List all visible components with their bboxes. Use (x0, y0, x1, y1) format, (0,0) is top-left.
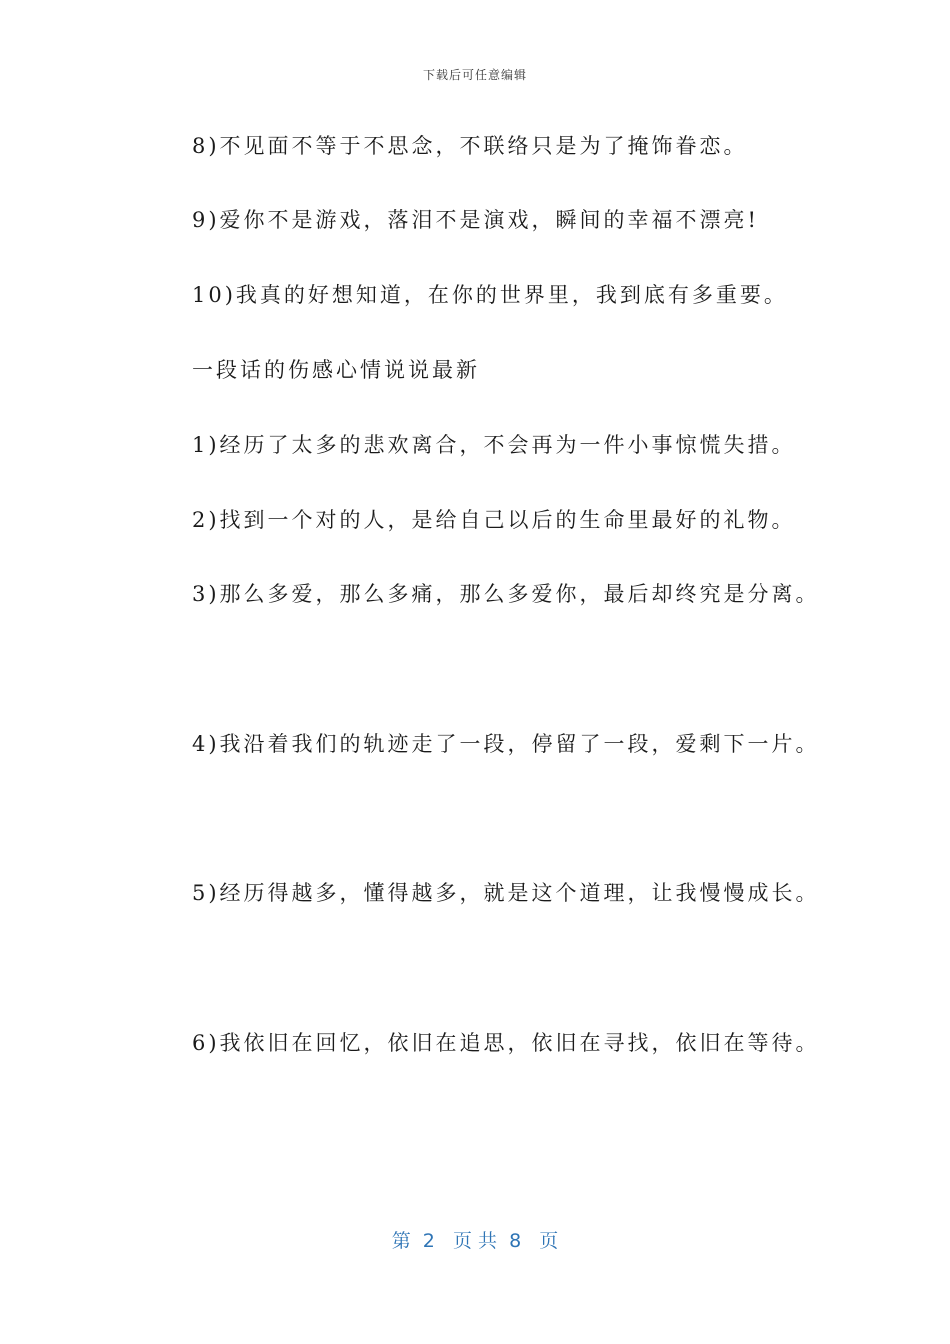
text-line-10: 10)我真的好想知道，在你的世界里，我到底有多重要。 (192, 283, 788, 307)
text-line-2: 2)找到一个对的人，是给自己以后的生命里最好的礼物。 (192, 508, 796, 532)
text-line-6: 6)我依旧在回忆，依旧在追思，依旧在寻找，依旧在等待。 (192, 1031, 820, 1055)
page-number-footer: 第 2 页 共 8 页 (391, 1230, 559, 1252)
text-line-8: 8)不见面不等于不思念，不联络只是为了掩饰眷恋。 (192, 134, 748, 158)
text-line-9: 9)爱你不是游戏，落泪不是演戏，瞬间的幸福不漂亮! (192, 208, 759, 232)
text-line-3: 3)那么多爱，那么多痛，那么多爱你，最后却终究是分离。 (192, 582, 820, 606)
section-heading: 一段话的伤感心情说说最新 (192, 358, 480, 382)
text-line-4: 4)我沿着我们的轨迹走了一段，停留了一段，爱剩下一片。 (192, 732, 820, 756)
text-line-5: 5)经历得越多，懂得越多，就是这个道理，让我慢慢成长。 (192, 881, 820, 905)
page-header-note: 下载后可任意编辑 (422, 68, 527, 82)
text-line-1: 1)经历了太多的悲欢离合，不会再为一件小事惊慌失措。 (192, 433, 796, 457)
